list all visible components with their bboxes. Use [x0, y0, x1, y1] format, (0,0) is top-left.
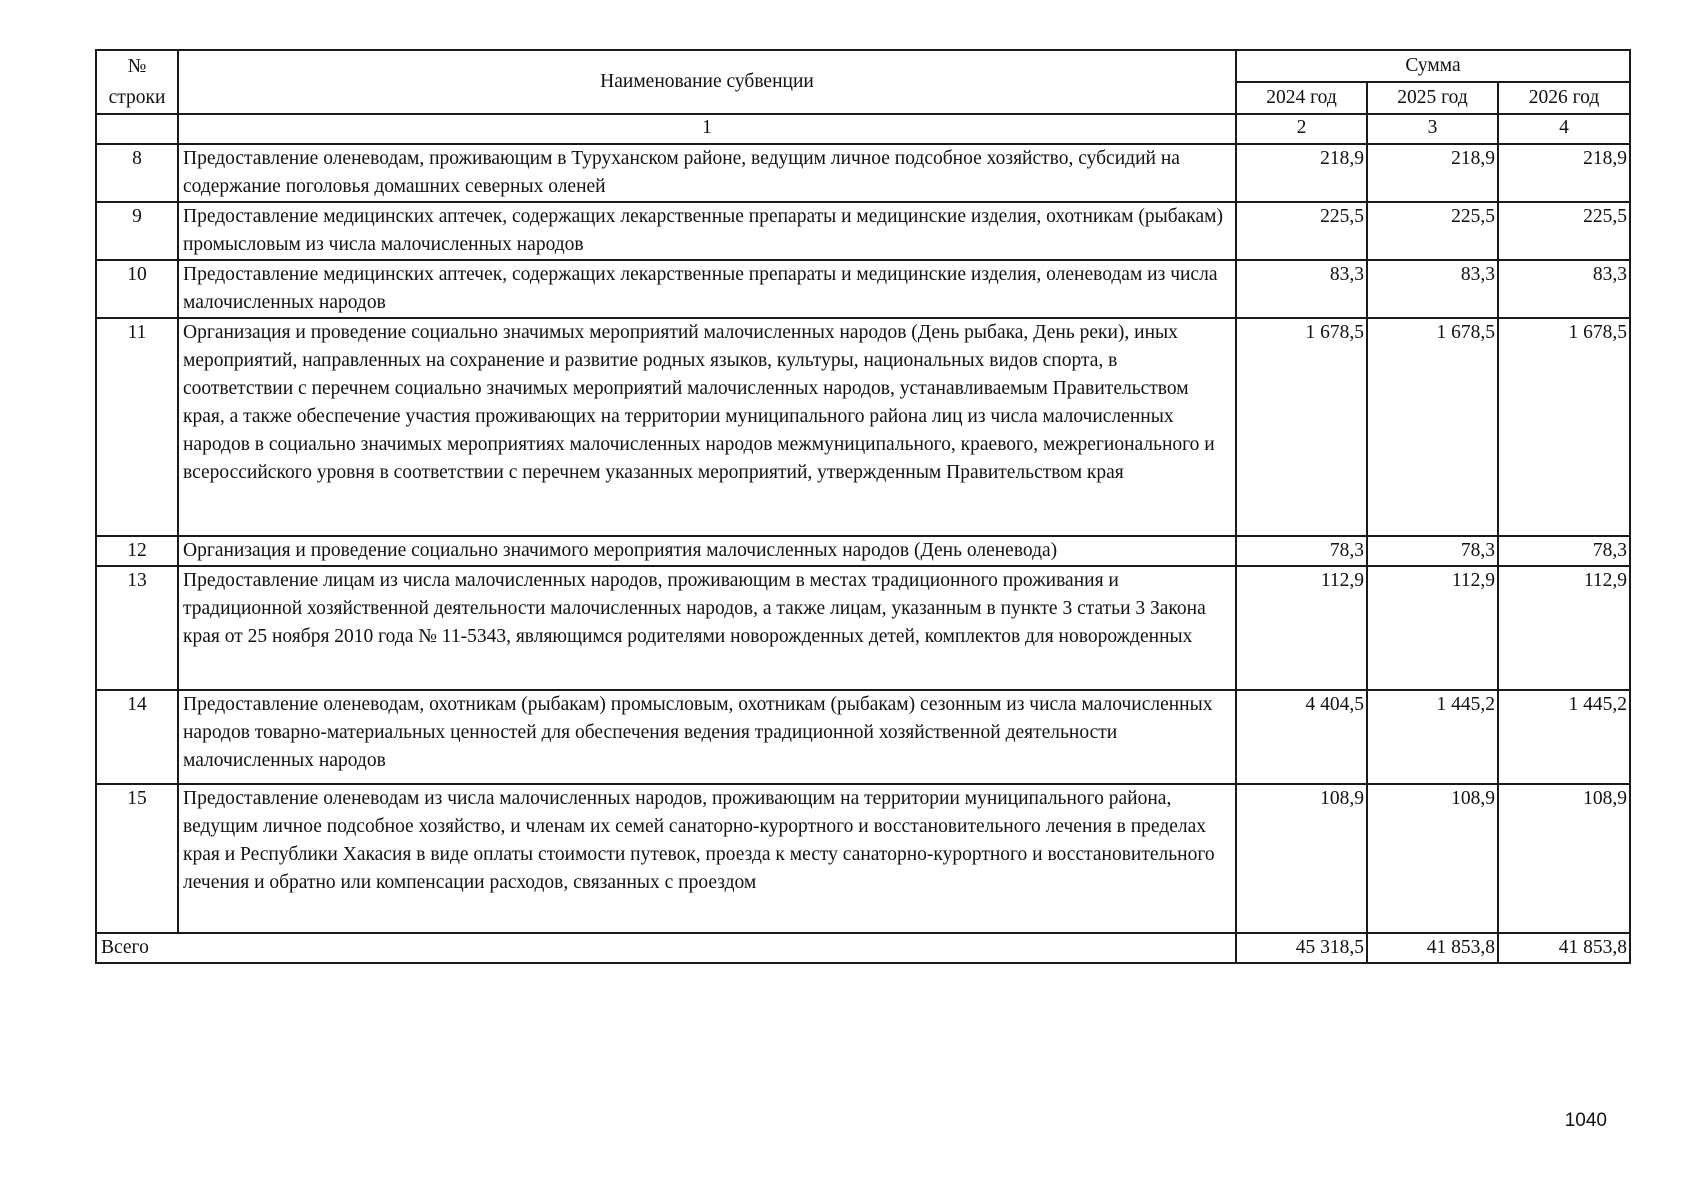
amount-2025: 225,5 — [1367, 202, 1498, 260]
amount-2025: 108,9 — [1367, 784, 1498, 933]
subvention-name: Организация и проведение социально значимого мероприятия малочисленных народов (День оленевода) — [178, 536, 1236, 566]
total-label: Всего — [96, 933, 1236, 963]
amount-2026: 108,9 — [1498, 784, 1630, 933]
amount-2024: 108,9 — [1236, 784, 1367, 933]
amount-2025: 83,3 — [1367, 260, 1498, 318]
row-number: 13 — [96, 566, 178, 690]
subvention-name: Предоставление оленеводам, охотникам (рыбакам) промысловым, охотникам (рыбакам) сезонным из числа малочисленных народов товарно-материальных ценностей для обеспечения ведения традиционной хозяйственной деятельности малочисленных народов — [178, 690, 1236, 784]
row-number: 15 — [96, 784, 178, 933]
row-number: 12 — [96, 536, 178, 566]
table-row — [96, 690, 1630, 784]
header-year-2026: 2026 год — [1498, 82, 1630, 114]
row-number: 10 — [96, 260, 178, 318]
subvention-name: Организация и проведение социально значимых мероприятий малочисленных народов (День рыбака, День реки), иных мероприятий, направленных на сохранение и развитие родных языков, культуры, национальных видов спорта, в соответствии с перечнем социально значимых мероприятий малочисленных народов, устанавливаемым Правительством края, а также обеспечение участия проживающих на территории муниципального района лиц из числа малочисленных народов в социально значимых мероприятиях малочисленных народов межмуниципального, краевого, межрегионального и всероссийского уровня в соответствии с перечнем указанных мероприятий, утвержденным Правительством края — [178, 318, 1236, 536]
total-2025: 41 853,8 — [1367, 933, 1498, 963]
column-index-2: 2 — [1236, 114, 1367, 144]
table-row — [96, 784, 1630, 933]
table-row — [96, 536, 1630, 566]
amount-2026: 218,9 — [1498, 144, 1630, 202]
amount-2025: 112,9 — [1367, 566, 1498, 690]
subvention-name: Предоставление лицам из числа малочисленных народов, проживающим в местах традиционного проживания и традиционной хозяйственной деятельности малочисленных народов, а также лицам, указанным в пункте 3 статьи 3 Закона края от 25 ноября 2010 года № 11-5343, являющимся родителями новорожденных детей, комплектов для новорожденных — [178, 566, 1236, 690]
amount-2026: 225,5 — [1498, 202, 1630, 260]
subvention-name: Предоставление оленеводам, проживающим в Туруханском районе, ведущим личное подсобное хозяйство, субсидий на содержание поголовья домашних северных оленей — [178, 144, 1236, 202]
table-row — [96, 144, 1630, 202]
amount-2025: 218,9 — [1367, 144, 1498, 202]
table-row — [96, 202, 1630, 260]
row-number: 11 — [96, 318, 178, 536]
column-index-empty — [96, 114, 178, 144]
amount-2026: 1 678,5 — [1498, 318, 1630, 536]
total-2026: 41 853,8 — [1498, 933, 1630, 963]
column-index-3: 3 — [1367, 114, 1498, 144]
amount-2026: 112,9 — [1498, 566, 1630, 690]
table-row — [96, 566, 1630, 690]
subvention-table — [95, 49, 1631, 964]
total-2024: 45 318,5 — [1236, 933, 1367, 963]
amount-2025: 1 678,5 — [1367, 318, 1498, 536]
row-number: 8 — [96, 144, 178, 202]
subvention-name: Предоставление медицинских аптечек, содержащих лекарственные препараты и медицинские изделия, охотникам (рыбакам) промысловым из числа малочисленных народов — [178, 202, 1236, 260]
header-year-2024: 2024 год — [1236, 82, 1367, 114]
subvention-name: Предоставление медицинских аптечек, содержащих лекарственные препараты и медицинские изделия, оленеводам из числа малочисленных народов — [178, 260, 1236, 318]
subvention-name: Предоставление оленеводам из числа малочисленных народов, проживающим на территории муниципального района, ведущим личное подсобное хозяйство, и членам их семей санаторно-курортного и восстановительного лечения в пределах края и Республики Хакасия в виде оплаты стоимости путевок, проезда к месту санаторно-курортного и восстановительного лечения и обратно или компенсации расходов, связанных с проездом — [178, 784, 1236, 933]
amount-2024: 112,9 — [1236, 566, 1367, 690]
page-number: 1040 — [1564, 1110, 1607, 1131]
amount-2026: 78,3 — [1498, 536, 1630, 566]
amount-2024: 225,5 — [1236, 202, 1367, 260]
amount-2024: 83,3 — [1236, 260, 1367, 318]
amount-2024: 1 678,5 — [1236, 318, 1367, 536]
amount-2024: 78,3 — [1236, 536, 1367, 566]
table-row — [96, 260, 1630, 318]
amount-2025: 78,3 — [1367, 536, 1498, 566]
amount-2026: 1 445,2 — [1498, 690, 1630, 784]
header-row-number: № строки — [96, 50, 178, 114]
header-sum: Сумма — [1236, 50, 1630, 82]
header-year-2025: 2025 год — [1367, 82, 1498, 114]
amount-2024: 4 404,5 — [1236, 690, 1367, 784]
table-row — [96, 318, 1630, 536]
amount-2026: 83,3 — [1498, 260, 1630, 318]
column-index-4: 4 — [1498, 114, 1630, 144]
amount-2024: 218,9 — [1236, 144, 1367, 202]
column-index-1: 1 — [178, 114, 1236, 144]
row-number: 14 — [96, 690, 178, 784]
header-subvention-name: Наименование субвенции — [178, 50, 1236, 114]
amount-2025: 1 445,2 — [1367, 690, 1498, 784]
total-row — [96, 933, 1630, 963]
row-number: 9 — [96, 202, 178, 260]
